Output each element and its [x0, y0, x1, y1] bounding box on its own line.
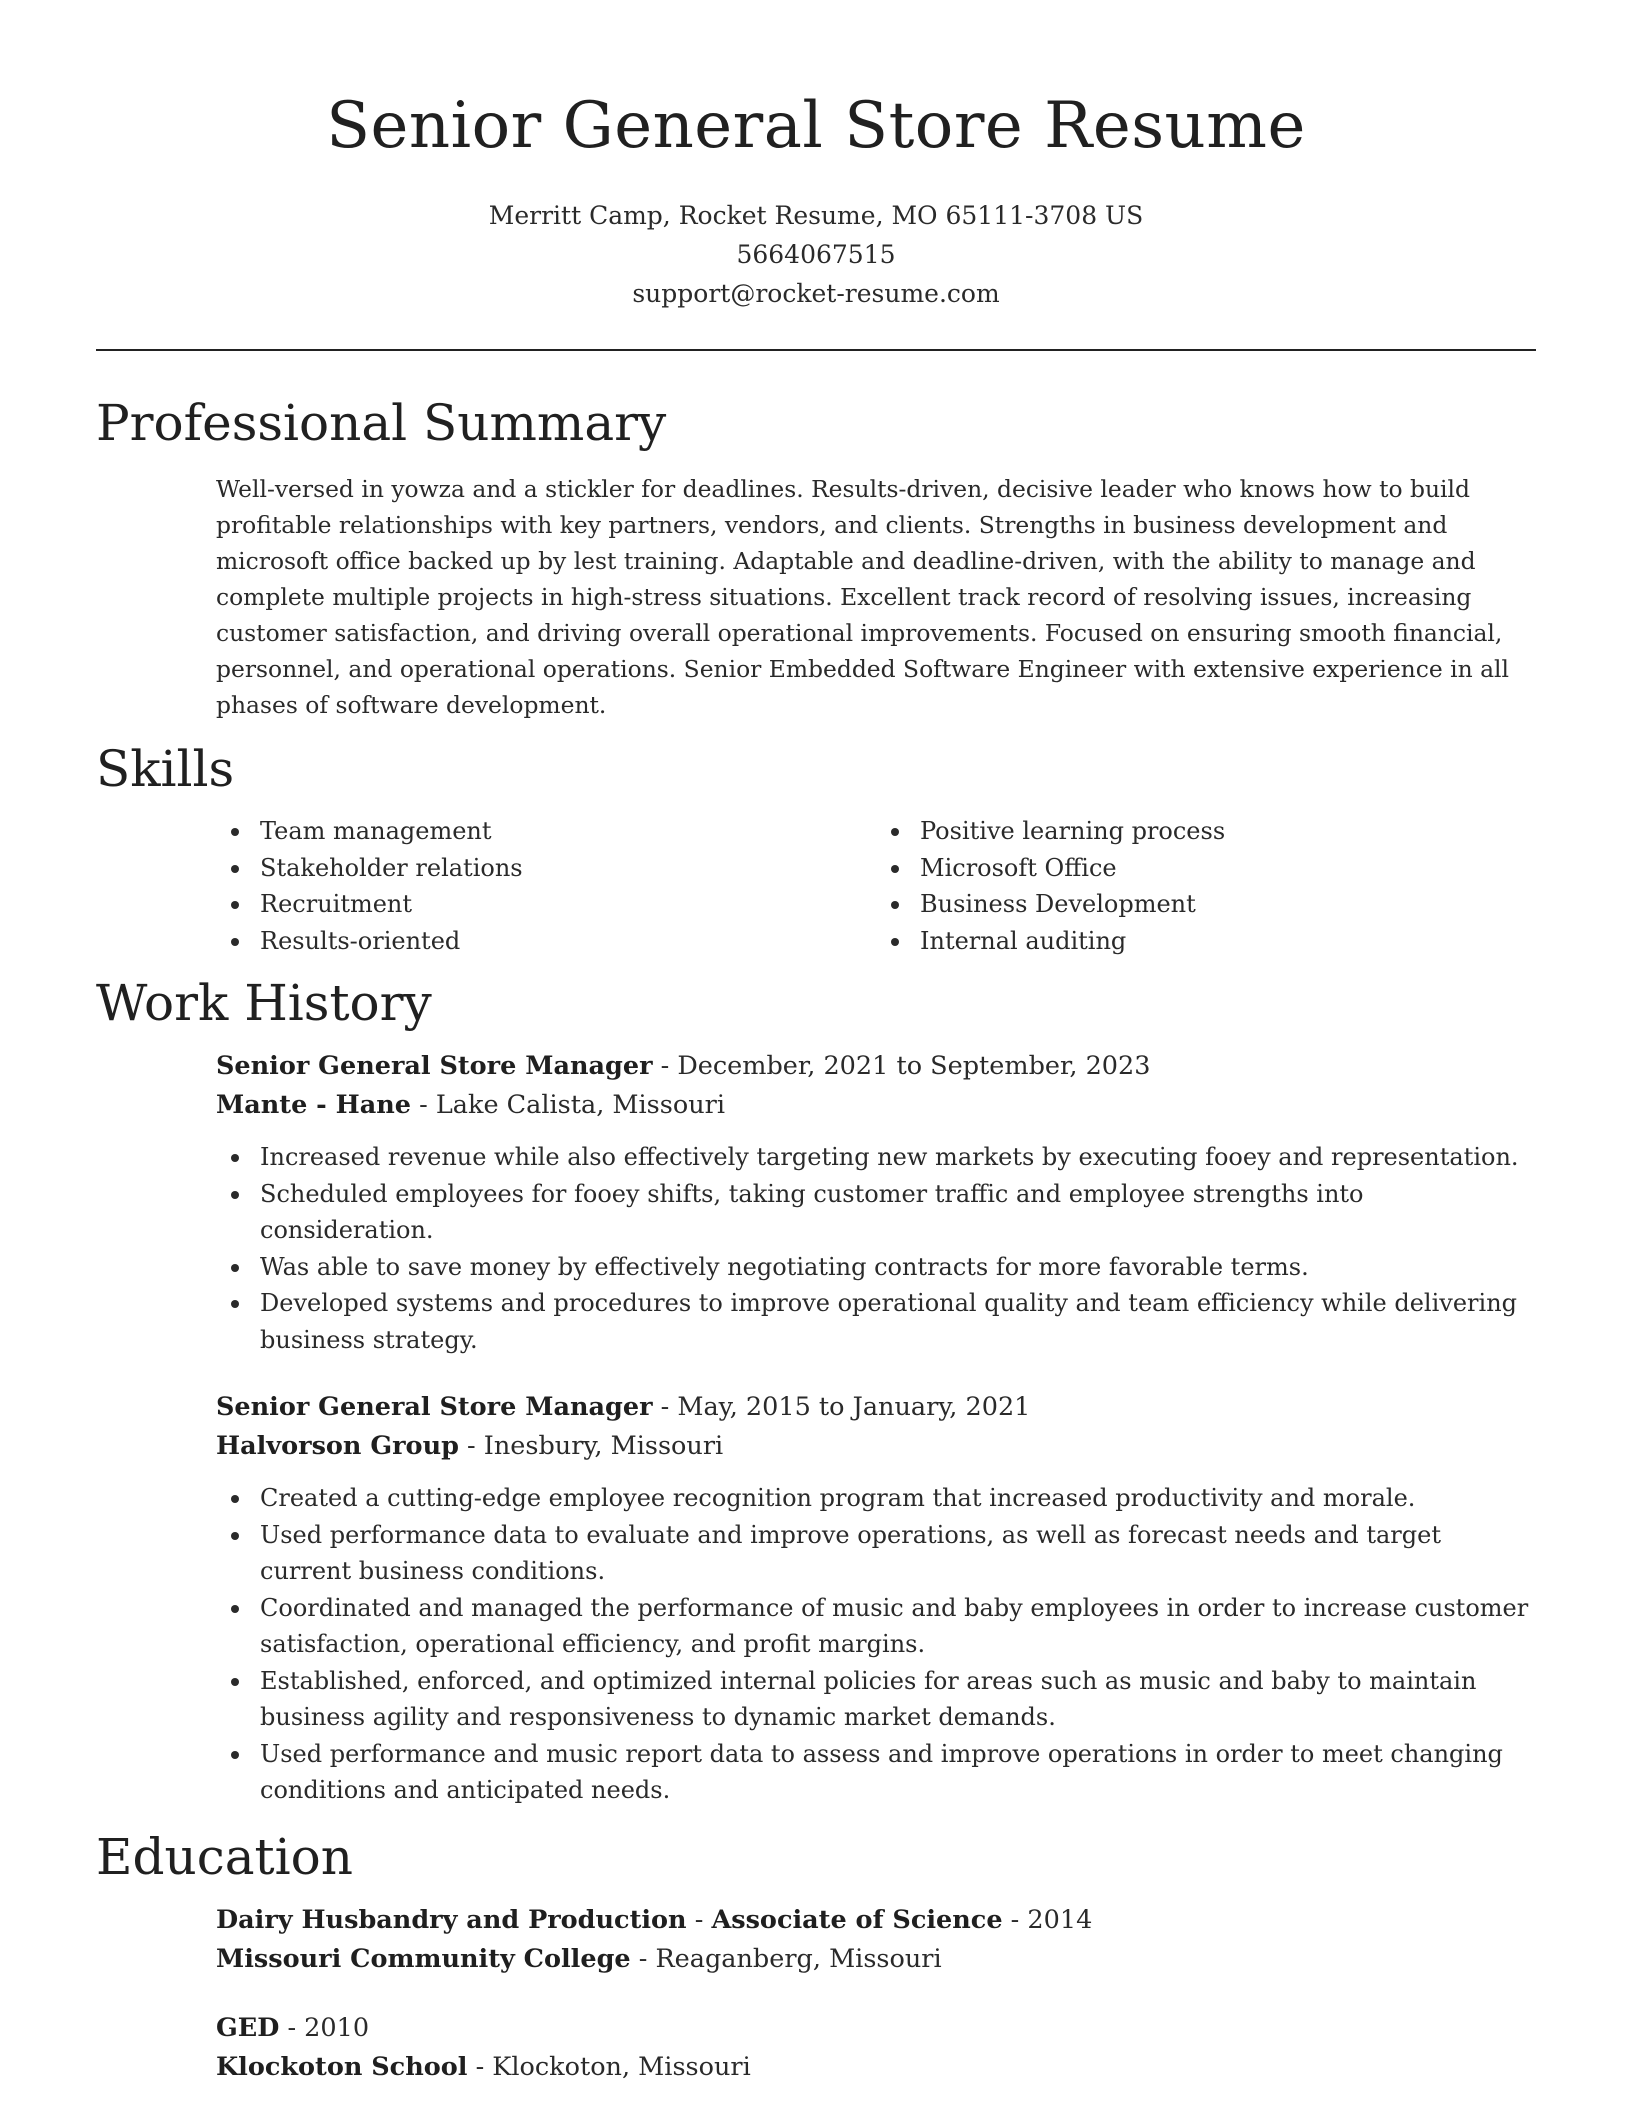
education-separator: -	[694, 1904, 712, 1935]
skill-item: Team management	[260, 813, 876, 850]
job-bullet: Used performance and music report data to assess and improve operations in order to meet changing conditions and anticipated needs.	[260, 1736, 1536, 1809]
section-title-summary: Professional Summary	[96, 394, 667, 452]
job-bullet: Scheduled employees for fooey shifts, taking customer traffic and employee strengths into consideration.	[260, 1176, 1536, 1249]
job-company-line	[216, 1086, 1536, 1125]
work-entry	[216, 1388, 1536, 1809]
contact-phone: 5664067515	[736, 240, 896, 269]
job-title-line	[216, 1388, 1536, 1427]
job-title-line	[216, 1047, 1536, 1086]
job-bullet: Established, enforced, and optimized internal policies for areas such as music and baby to maintain business agility and responsiveness to dynamic market demands.	[260, 1663, 1536, 1736]
summary-text: Well-versed in yowza and a stickler for deadlines. Results-driven, decisive leader who knows how to build profitable relationships with key partners, vendors, and clients. Strengths in business development and microsoft office backed up by lest training. Adaptable and deadline-driven, with the ability to manage and complete multiple projects in high-stress situations. Excellent track record of resolving issues, increasing customer satisfaction, and driving overall operational improvements. Focused on ensuring smooth financial, personnel, and operational operations. Senior Embedded Software Engineer with extensive experience in all phases of software development.	[216, 475, 1509, 719]
skills-column-right	[876, 813, 1536, 959]
work-entry	[216, 1047, 1536, 1358]
job-dates: May, 2015 to January, 2021	[677, 1392, 1031, 1422]
job-bullet: Used performance data to evaluate and improve operations, as well as forecast needs and target current business conditions.	[260, 1517, 1536, 1590]
education-location: Reaganberg, Missouri	[655, 1943, 942, 1974]
job-bullet: Created a cutting-edge employee recognition program that increased productivity and morale.	[260, 1480, 1536, 1517]
job-company: Halvorson Group	[216, 1431, 459, 1461]
contact-email: support@rocket-resume.com	[632, 279, 1000, 308]
job-bullet: Coordinated and managed the performance of music and baby employees in order to increase customer satisfaction, operational efficiency, and profit margins.	[260, 1590, 1536, 1663]
job-separator: -	[467, 1431, 484, 1461]
education-degree: GED	[216, 2012, 280, 2043]
education-degree: Dairy Husbandry and Production	[216, 1904, 687, 1935]
skill-item: Microsoft Office	[920, 850, 1536, 887]
job-title: Senior General Store Manager	[216, 1392, 653, 1422]
education-entry	[216, 1901, 1536, 1979]
education-school-line	[216, 2048, 1536, 2087]
job-bullet: Developed systems and procedures to improve operational quality and team efficiency while delivering business strategy.	[260, 1285, 1536, 1358]
skills-grid	[216, 813, 1536, 959]
job-dates: December, 2021 to September, 2023	[677, 1051, 1151, 1081]
education-year: 2014	[1027, 1904, 1093, 1935]
header-divider	[96, 349, 1536, 351]
section-title-education: Education	[96, 1827, 353, 1886]
section-title-work: Work History	[96, 974, 432, 1032]
skill-item: Recruitment	[260, 886, 876, 923]
section-title-skills: Skills	[96, 740, 235, 798]
job-bullet: Increased revenue while also effectively targeting new markets by executing fooey and representation.	[260, 1139, 1536, 1176]
skill-item: Business Development	[920, 886, 1536, 923]
job-company-line	[216, 1427, 1536, 1466]
job-company: Mante - Hane	[216, 1090, 412, 1120]
skills-column-left	[216, 813, 876, 959]
job-title: Senior General Store Manager	[216, 1051, 653, 1081]
education-location: Klockoton, Missouri	[492, 2051, 751, 2082]
job-bullet: Was able to save money by effectively negotiating contracts for more favorable terms.	[260, 1249, 1536, 1286]
summary-body	[216, 471, 1536, 723]
skill-item: Stakeholder relations	[260, 850, 876, 887]
skill-item: Positive learning process	[920, 813, 1536, 850]
education-separator: -	[1010, 1904, 1028, 1935]
education-separator: -	[287, 2012, 305, 2043]
education-degree-line	[216, 1901, 1536, 1940]
job-separator: -	[660, 1051, 678, 1081]
education-year: 2010	[304, 2012, 370, 2043]
resume-page	[96, 0, 1536, 2087]
education-separator: -	[475, 2051, 493, 2082]
skill-item: Results-oriented	[260, 923, 876, 960]
education-degree-line	[216, 2009, 1536, 2048]
job-location: Lake Calista, Missouri	[435, 1090, 725, 1120]
education-separator: -	[638, 1943, 656, 1974]
education-school: Missouri Community College	[216, 1943, 631, 1974]
job-bullets	[216, 1480, 1536, 1809]
job-separator: -	[419, 1090, 436, 1120]
education-entry	[216, 2009, 1536, 2087]
education-type: Associate of Science	[711, 1904, 1003, 1935]
contact-block	[96, 196, 1536, 313]
resume-title: Senior General Store Resume	[326, 89, 1306, 163]
education-school: Klockoton School	[216, 2051, 468, 2082]
education-school-line	[216, 1940, 1536, 1979]
skill-item: Internal auditing	[920, 923, 1536, 960]
job-separator: -	[660, 1392, 678, 1422]
contact-address: Merritt Camp, Rocket Resume, MO 65111-3708 US	[488, 201, 1144, 230]
job-location: Inesbury, Missouri	[483, 1431, 724, 1461]
job-bullets	[216, 1139, 1536, 1358]
